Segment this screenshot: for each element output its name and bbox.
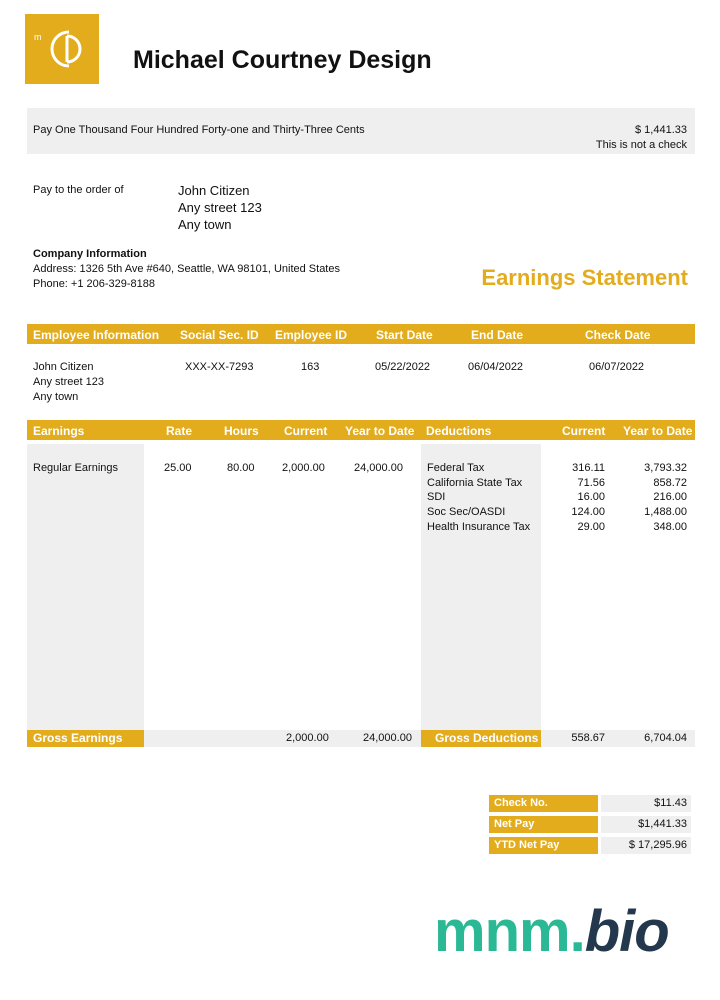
company-info-heading: Company Information xyxy=(33,248,147,260)
start-date: 05/22/2022 xyxy=(375,361,431,373)
deduction-current: 316.11 xyxy=(572,462,605,474)
deduction-current: 71.56 xyxy=(577,477,605,489)
ytd-net-pay-value: $ 17,295.96 xyxy=(628,839,687,851)
net-pay-label: Net Pay xyxy=(489,816,598,833)
earnings-name-column xyxy=(27,444,144,730)
col-employee-id: Employee ID xyxy=(275,328,348,342)
company-phone: Phone: +1 206-329-8188 xyxy=(33,278,156,290)
payee-name: John Citizen xyxy=(178,183,250,198)
col-deduction-ytd: Year to Date xyxy=(623,424,693,438)
earnings-table-header xyxy=(27,420,695,440)
earning-current: 2,000.00 xyxy=(282,462,325,474)
col-check-date: Check Date xyxy=(585,328,651,342)
deduction-ytd: 1,488.00 xyxy=(644,506,687,518)
deduction-name: SDI xyxy=(427,491,446,503)
deduction-ytd: 216.00 xyxy=(653,491,687,503)
pay-amount-band xyxy=(27,108,695,154)
pay-to-label: Pay to the order of xyxy=(33,184,124,196)
employee-street: Any street 123 xyxy=(33,376,104,388)
deduction-ytd: 3,793.32 xyxy=(644,462,687,474)
brand-watermark: mnm.bio xyxy=(434,899,669,964)
deduction-name: California State Tax xyxy=(427,477,523,489)
col-earnings: Earnings xyxy=(33,424,85,438)
deduction-name: Soc Sec/OASDI xyxy=(427,506,506,518)
company-name: Michael Courtney Design xyxy=(133,46,432,74)
payee-street: Any street 123 xyxy=(178,200,262,215)
gross-earnings-current: 2,000.00 xyxy=(286,732,329,744)
check-number-label: Check No. xyxy=(489,795,598,812)
payee-town: Any town xyxy=(178,217,232,232)
deduction-current: 29.00 xyxy=(577,521,605,533)
deduction-ytd: 348.00 xyxy=(653,521,687,533)
earning-rate: 25.00 xyxy=(164,462,192,474)
company-logo xyxy=(25,14,99,84)
earnings-statement-title: Earnings Statement xyxy=(481,265,688,290)
gross-deductions-ytd: 6,704.04 xyxy=(644,732,687,744)
logo-mark-icon xyxy=(25,14,99,84)
gross-deductions-label: Gross Deductions xyxy=(421,730,541,747)
deduction-current: 16.00 xyxy=(577,491,605,503)
pay-amount: $ 1,441.33 xyxy=(635,124,687,136)
end-date: 06/04/2022 xyxy=(468,361,524,373)
ytd-net-pay-label: YTD Net Pay xyxy=(489,837,598,854)
deduction-name: Federal Tax xyxy=(427,462,485,474)
employee-town: Any town xyxy=(33,391,79,403)
col-year-to-date: Year to Date xyxy=(345,424,415,438)
gross-deductions-current: 558.67 xyxy=(571,732,605,744)
svg-text:m: m xyxy=(34,32,42,42)
earning-ytd: 24,000.00 xyxy=(354,462,403,474)
check-number-value: $11.43 xyxy=(654,797,687,809)
pay-amount-words: Pay One Thousand Four Hundred Forty-one and Thirty-Three Cents xyxy=(33,124,365,136)
company-address: Address: 1326 5th Ave #640, Seattle, WA 98101, United States xyxy=(33,263,340,275)
col-start-date: Start Date xyxy=(376,328,433,342)
not-a-check-note: This is not a check xyxy=(595,139,687,151)
earning-name: Regular Earnings xyxy=(33,462,118,474)
col-deduction-current: Current xyxy=(562,424,606,438)
gross-earnings-label: Gross Earnings xyxy=(27,730,144,747)
employee-table-header xyxy=(27,324,695,344)
deduction-ytd: 858.72 xyxy=(653,477,687,489)
employee-id: 163 xyxy=(301,361,320,373)
deduction-current: 124.00 xyxy=(571,506,605,518)
check-date: 06/07/2022 xyxy=(589,361,645,373)
net-pay-value: $1,441.33 xyxy=(638,818,687,830)
col-ssn: Social Sec. ID xyxy=(180,328,259,342)
col-rate: Rate xyxy=(166,424,193,438)
col-hours: Hours xyxy=(224,424,259,438)
deduction-name: Health Insurance Tax xyxy=(427,521,531,533)
earning-hours: 80.00 xyxy=(227,462,255,474)
col-deductions: Deductions xyxy=(426,424,492,438)
col-end-date: End Date xyxy=(471,328,524,342)
gross-earnings-ytd: 24,000.00 xyxy=(363,732,412,744)
col-employee-info: Employee Information xyxy=(33,328,160,342)
employee-name: John Citizen xyxy=(33,361,94,373)
employee-ssn: XXX-XX-7293 xyxy=(185,361,254,373)
col-current: Current xyxy=(284,424,328,438)
